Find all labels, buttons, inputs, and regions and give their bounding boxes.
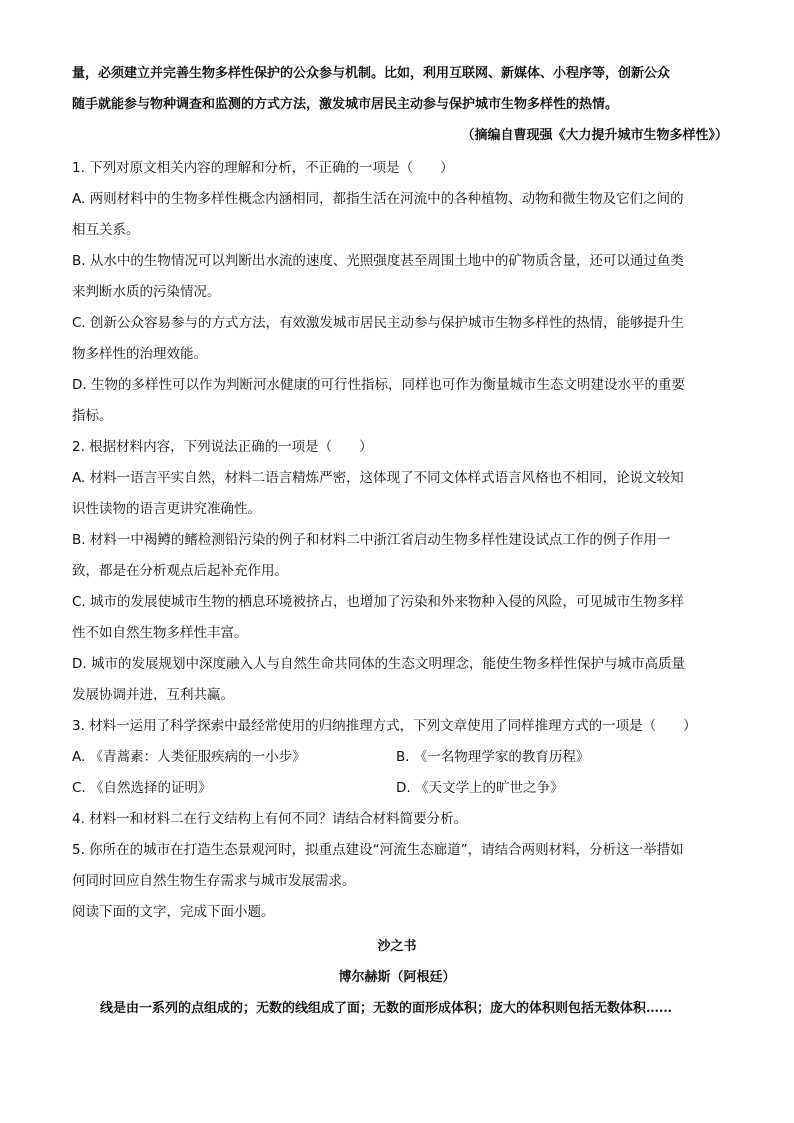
question-3-stem: 3. 材料一运用了科学探索中最经常使用的归纳推理方式，下列文章使用了同样推理方式的一项是（ ） — [72, 718, 697, 734]
question-2-stem: 2. 根据材料内容，下列说法正确的一项是（ ） — [72, 439, 373, 455]
q2-option-a: A. 材料一语言平实自然，材料二语言精炼严密，这体现了不同文体样式语言风格也不相同，论说文较知 — [72, 470, 684, 486]
q2-option-d: D. 城市的发展规划中深度融入人与自然生命共同体的生态文明理念，能使生物多样性保护与城市高质量 — [72, 656, 685, 672]
story-author: 博尔赫斯（阿根廷） — [338, 970, 456, 985]
story-first-line: 线是由一系列的点组成的；无数的线组成了面；无数的面形成体积；庞大的体积则包括无数体积…… — [100, 1001, 673, 1016]
question-5-stem: 5. 你所在的城市在打造生态景观河时，拟重点建设“河流生态廊道”，请结合两则材料，分析这一举措如 — [72, 842, 684, 858]
passage-source: （摘编自曹现强《大力提升城市生物多样性》） — [461, 128, 728, 143]
q1-option-d-cont: 指标。 — [72, 408, 113, 424]
question-4-stem: 4. 材料一和材料二在行文结构上有何不同？请结合材料简要分析。 — [72, 811, 468, 827]
q3-option-b: B. 《一名物理学家的教育历程》 — [396, 749, 590, 765]
q1-option-d: D. 生物的多样性可以作为判断河水健康的可行性指标，同样也可作为衡量城市生态文明建设水平的重要 — [72, 377, 685, 393]
q2-option-b: B. 材料一中褐鳟的鳍检测铅污染的例子和材料二中浙江省启动生物多样性建设试点工作的例子作用一 — [72, 532, 671, 548]
q1-option-b-cont: 来判断水质的污染情况。 — [72, 284, 221, 300]
reading-instruction: 阅读下面的文字，完成下面小题。 — [72, 904, 275, 920]
q3-option-a: A. 《青蒿素：人类征服疾病的一小步》 — [72, 749, 306, 765]
story-title: 沙之书 — [377, 939, 417, 954]
passage-line: 随手就能参与物种调查和监测的方式方法，激发城市居民主动参与保护城市生物多样性的热情。 — [72, 97, 619, 112]
q3-option-c: C. 《自然选择的证明》 — [72, 780, 212, 796]
q2-option-c: C. 城市的发展使城市生物的栖息环境被挤占，也增加了污染和外来物种入侵的风险，可见城市生物多样 — [72, 594, 685, 610]
q1-option-c: C. 创新公众容易参与的方式方法，有效激发城市居民主动参与保护城市生物多样性的热情，能够提升生 — [72, 315, 685, 331]
q1-option-a: A. 两则材料中的生物多样性概念内涵相同，都指生活在河流中的各种植物、动物和微生物及它们之间的 — [72, 191, 684, 207]
q3-option-d: D. 《天文学上的旷世之争》 — [396, 780, 564, 796]
q2-option-b-cont: 致，都是在分析观点后起补充作用。 — [72, 563, 288, 579]
q1-option-c-cont: 物多样性的治理效能。 — [72, 346, 207, 362]
question-5-stem-cont: 何同时回应自然生物生存需求与城市发展需求。 — [72, 873, 356, 889]
q1-option-a-cont: 相互关系。 — [72, 222, 140, 238]
q1-option-b: B. 从水中的生物情况可以判断出水流的速度、光照强度甚至周围土地中的矿物质含量，还可以通过鱼类 — [72, 253, 684, 269]
question-1-stem: 1. 下列对原文相关内容的理解和分析，不正确的一项是（ ） — [72, 160, 454, 176]
q2-option-a-cont: 识性读物的语言更讲究准确性。 — [72, 501, 261, 517]
q2-option-c-cont: 性不如自然生物多样性丰富。 — [72, 625, 248, 641]
passage-line: 量，必须建立并完善生物多样性保护的公众参与机制。比如，利用互联网、新媒体、小程序等，创新公众 — [72, 66, 671, 81]
q2-option-d-cont: 发展协调并进，互利共赢。 — [72, 687, 234, 703]
